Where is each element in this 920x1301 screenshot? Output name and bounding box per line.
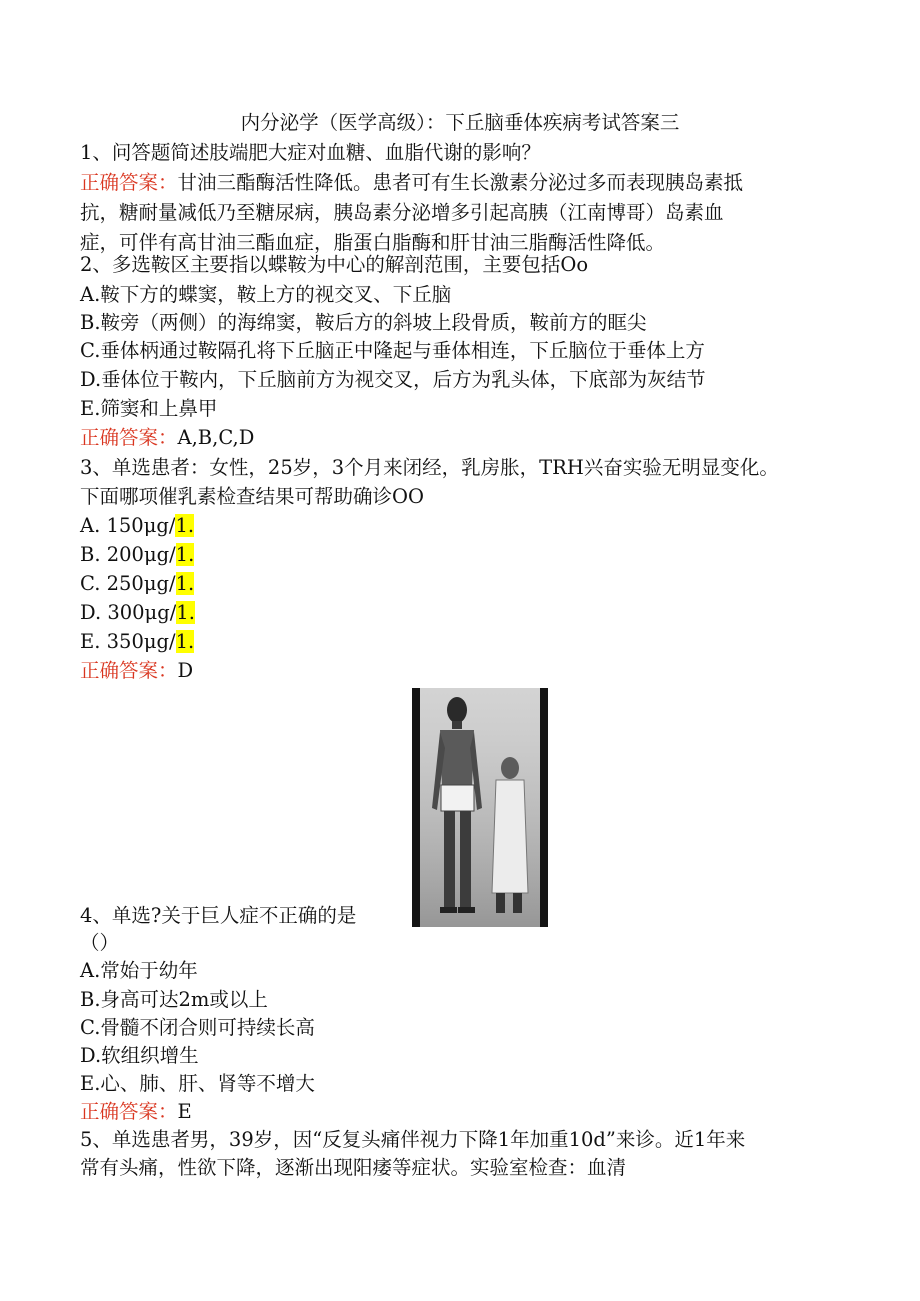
answer-label: 正确答案： [80,171,178,194]
answer-label: 正确答案： [80,659,178,682]
question-3-stem: 3、单选患者：女性，25岁，3个月来闭经，乳房胀，TRH兴奋实验无明显变化。 [80,456,779,479]
option-text: B. 200μg/ [80,543,176,566]
question-3-option [80,511,194,541]
answer-label: 正确答案： [80,426,178,449]
question-2-option: E.筛窦和上鼻甲 [80,397,218,420]
question-1-stem: 1、问答题简述肢端肥大症对血糖、血脂代谢的影响？ [80,141,541,164]
option-text: C. 250μg/ [80,572,176,595]
question-2-option: A.鞍下方的蝶窦，鞍上方的视交叉、下丘脑 [80,283,452,306]
page-title: 内分泌学（医学高级）：下丘脑垂体疾病考试答案三 [240,111,680,134]
gigantism-photo [412,688,548,927]
highlighted-text: 1. [175,543,195,566]
question-3-answer [80,656,193,686]
question-5-stem: 常有头痛，性欲下降，逐渐出现阳痿等症状。实验室检查：血清 [80,1156,627,1179]
highlighted-text: 1. [175,630,195,653]
question-1-answer-line [80,168,743,198]
question-4-option: C.骨髓不闭合则可持续长高 [80,1016,315,1039]
question-3-stem: 下面哪项催乳素检查结果可帮助确诊OO [80,485,424,508]
highlighted-text: 1. [175,572,195,595]
answer-text: A,B,C,D [177,426,255,449]
highlighted-text: 1. [176,601,195,624]
option-text: E. 350μg/ [80,630,176,653]
question-2-stem: 2、多选鞍区主要指以蝶鞍为中心的解剖范围，主要包括Oo [80,253,589,276]
question-2-answer [80,423,254,453]
question-2-option: B.鞍旁（两侧）的海绵窦，鞍后方的斜坡上段骨质，鞍前方的眶尖 [80,311,647,334]
question-3-option [80,569,194,599]
question-4-option: A.常始于幼年 [80,959,198,982]
question-4-stem: 4、单选?关于巨人症不正确的是 [80,904,357,927]
question-3-option [80,598,195,628]
question-4-option: E.心、肺、肝、肾等不增大 [80,1072,315,1095]
question-4-option: D.软组织增生 [80,1044,199,1067]
question-2-option: D.垂体位于鞍内，下丘脑前方为视交叉，后方为乳头体，下底部为灰结节 [80,368,706,391]
question-5-stem: 5、单选患者男，39岁，因“反复头痛伴视力下降1年加重10d”来诊。近1年来 [80,1128,746,1151]
question-4-answer [80,1097,192,1127]
question-1-answer-line: 抗，糖耐量减低乃至糖尿病，胰岛素分泌增多引起高胰（江南博哥）岛素血 [80,201,724,224]
answer-text: E [177,1100,192,1123]
option-text: A. 150μg/ [80,514,176,537]
answer-text: 甘油三酯酶活性降低。患者可有生长激素分泌过多而表现胰岛素抵 [177,171,744,194]
photo-illustration [412,688,548,927]
question-4-option: B.身高可达2m或以上 [80,988,268,1011]
question-3-option [80,627,194,657]
question-2-option: C.垂体柄通过鞍隔孔将下丘脑正中隆起与垂体相连，下丘脑位于垂体上方 [80,339,705,362]
question-4-stem-cont: （） [80,931,120,954]
option-text: D. 300μg/ [80,601,177,624]
question-3-option [80,540,194,570]
answer-label: 正确答案： [80,1100,178,1123]
highlighted-text: 1. [175,514,195,537]
question-1-answer-line: 症，可伴有高甘油三酯血症，脂蛋白脂酶和肝甘油三脂酶活性降低。 [80,231,666,254]
answer-text: D [177,659,194,682]
